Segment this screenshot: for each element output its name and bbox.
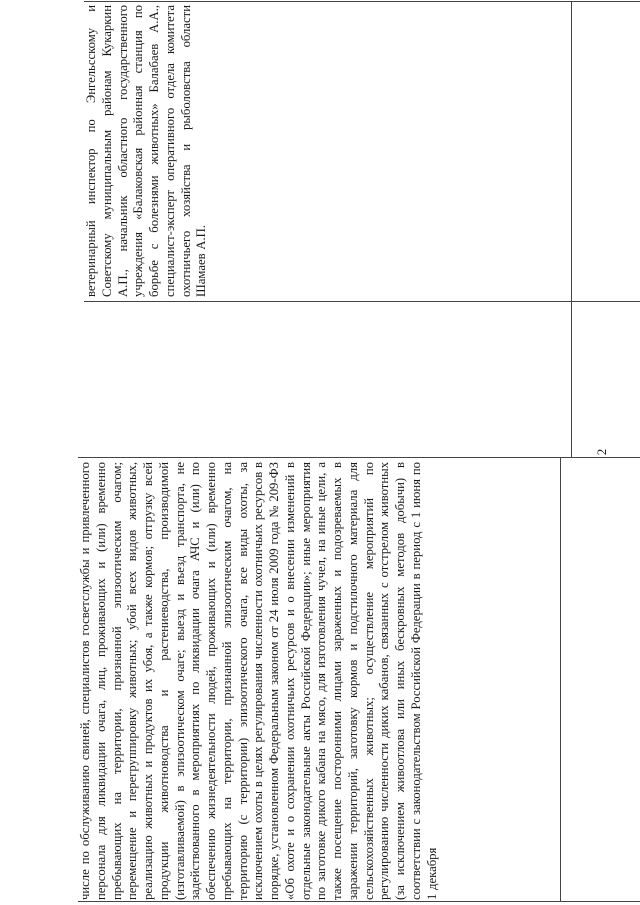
column-divider-1 bbox=[78, 457, 640, 458]
page-number: 2 bbox=[594, 448, 609, 456]
measures-cell: числе по обслуживанию свиней, специалистов госветслужбы и привлеченного персонала для ликвидации очага, лиц, проживающих и (или) временно пребывающих на территории, признанной эпизоотическим очагом; перемещение и перегруппировку животных; убой всех видов животных, реализацию животных и продуктов их убоя, а также кормов; отгрузку всей продукции животноводства и растениеводства, производимой (изготавливаемой) в эпизоотическом очаге; выезд и въезд транспорта, не задействованного в мероприятиях по ликвидации очага АЧС и (или) по обеспечению жизнедеятельности людей, проживающих и (или) временно пребывающих на территории, признанной эпизоотическим очагом, на территорию (с территории) эпизоотического очага, все виды охоты, за исключением охоты в целях регулирования численности охотничьих ресурсов в порядке, установленном Федеральным законом от 24 июля 2009 года № 209-ФЗ «Об охоте и о сохранении охотничьих ресурсов и о внесении изменений в отдельные законодательные акты Российской Федерации»; иные мероприятия по заготовке дикого кабана на мясо, для изготовления чучел, на иные цели, а также посещение посторонними лицами зараженных и подозреваемых в заражении территорий, заготовку кормов и подстилочного материала для сельскохозяйственных животных; осуществление мероприятий по регулированию численности диких кабанов, связанных с отстрелом животных (за исключением живоотлова или иных бескровных методов добычи) в соответствии с законодательством Российской Федерации в период с 1 июня по 1 декабря bbox=[78, 462, 439, 900]
table-border-left bbox=[78, 901, 640, 902]
responsible-persons-cell: ветеринарный инспектор по Энгельсскому и Советскому муниципальным районам Кукаркин А.П., начальник областного государственного учреждения «Балаковская районная станция по борьбе с болезнями животных» Балабаев А.А., специалист-эксперт оперативного отдела комитета охотничьего хозяйства и рыболовства области Шамаев А.П. bbox=[84, 5, 209, 297]
row-divider-right bbox=[571, 2, 572, 458]
row-divider-left bbox=[560, 458, 561, 902]
table-border-right bbox=[84, 1, 640, 2]
column-divider-2 bbox=[84, 301, 640, 302]
